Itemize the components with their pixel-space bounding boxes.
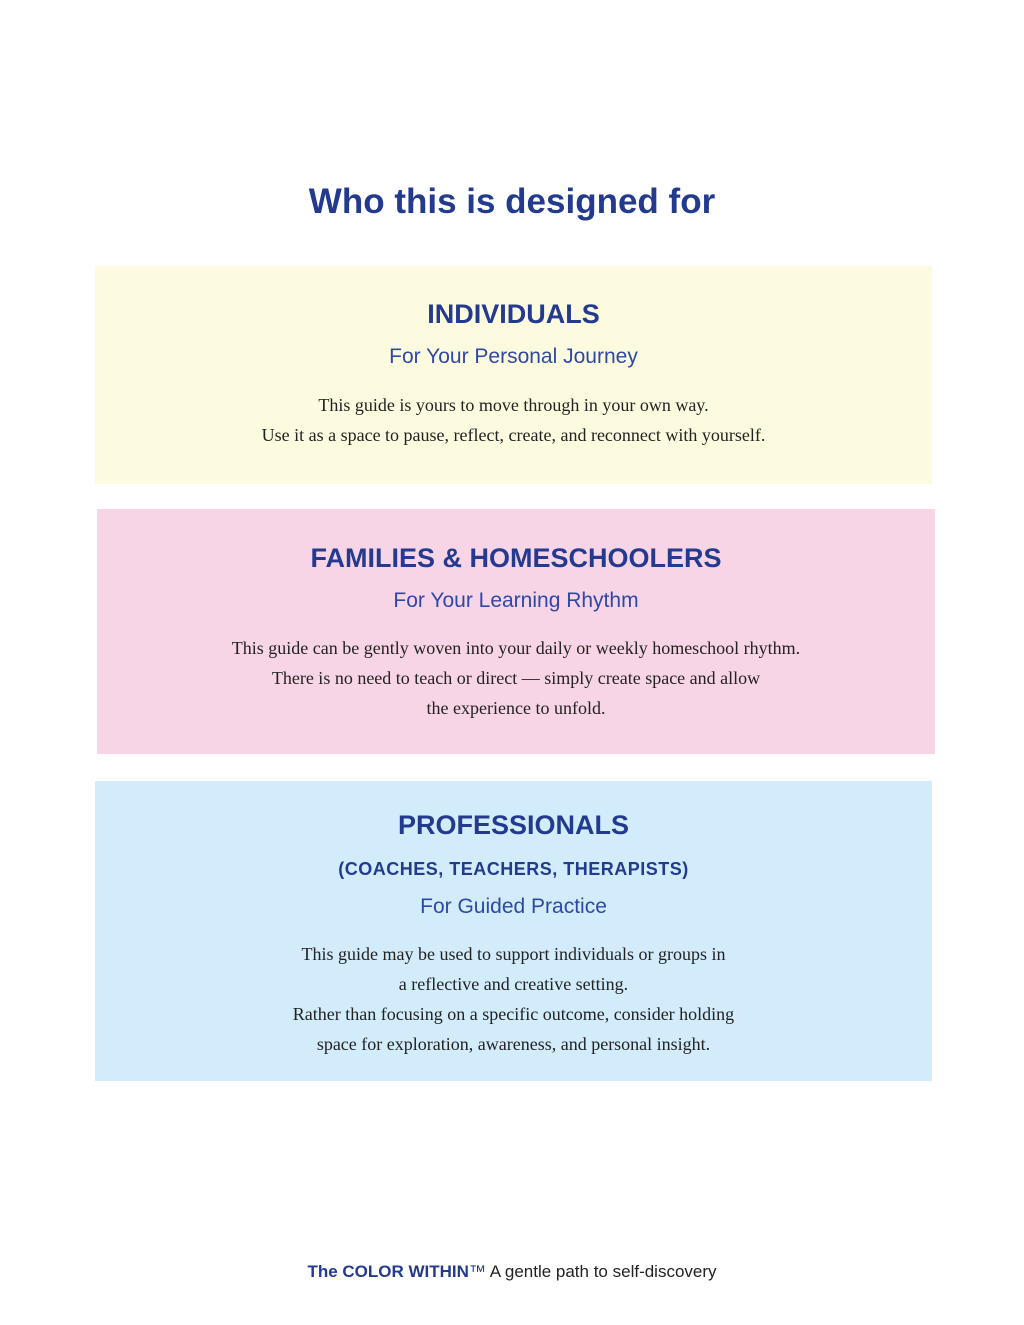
card-title: INDIVIDUALS <box>427 299 600 329</box>
individuals-card <box>95 266 932 484</box>
page-title: Who this is designed for <box>308 182 716 221</box>
body-line: a reflective and creative setting. <box>398 974 629 994</box>
body-line: Rather than focusing on a specific outcome, consider holding <box>292 1004 735 1024</box>
card-subtitle: For Guided Practice <box>420 895 607 918</box>
card-title: PROFESSIONALS <box>397 810 630 840</box>
body-line: This guide can be gently woven into your daily or weekly homeschool rhythm. <box>231 638 801 658</box>
card-subtitle: For Your Personal Journey <box>389 345 638 368</box>
footer-tagline: A gentle path to self-discovery <box>489 1262 717 1281</box>
professionals-card <box>95 781 932 1081</box>
trademark-symbol: ™ <box>468 1262 486 1281</box>
card-body <box>95 390 932 450</box>
footer <box>0 1258 1024 1286</box>
card-body <box>97 633 935 723</box>
body-line: the experience to unfold. <box>426 698 606 718</box>
body-line: Use it as a space to pause, reflect, create, and reconnect with yourself. <box>261 425 766 445</box>
footer-brand: The COLOR WITHIN <box>307 1262 469 1281</box>
body-line: This guide is yours to move through in your own way. <box>318 395 709 415</box>
card-body <box>95 939 932 1059</box>
body-line: This guide may be used to support individuals or groups in <box>301 944 726 964</box>
families-homeschoolers-card <box>97 509 935 754</box>
card-audience-list: (COACHES, TEACHERS, THERAPISTS) <box>338 859 689 879</box>
body-line: There is no need to teach or direct — simply create space and allow <box>271 668 761 688</box>
card-subtitle: For Your Learning Rhythm <box>393 589 639 612</box>
card-title: FAMILIES & HOMESCHOOLERS <box>310 543 722 573</box>
body-line: space for exploration, awareness, and personal insight. <box>316 1034 711 1054</box>
